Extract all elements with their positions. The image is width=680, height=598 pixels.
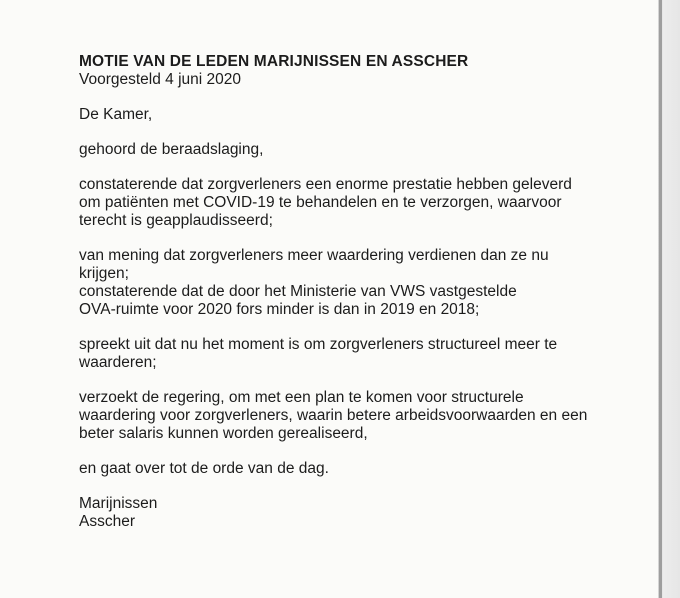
motion-date: Voorgesteld 4 juni 2020 <box>79 71 242 88</box>
signer-name: Asscher <box>79 513 135 530</box>
observation-clause <box>79 176 639 230</box>
observation-line: terecht is geapplaudisseerd; <box>79 212 273 229</box>
declaration-line: waarderen; <box>79 354 157 371</box>
opinion-line: constaterende dat de door het Ministerie van VWS vastgestelde <box>79 283 517 300</box>
opinion-line: van mening dat zorgverleners meer waardering verdienen dan ze nu <box>79 247 549 264</box>
heard-clause: gehoord de beraadslaging, <box>79 141 264 158</box>
page-edge-line <box>659 0 662 598</box>
request-line: waardering voor zorgverleners, waarin betere arbeidsvoorwaarden en een <box>79 407 588 424</box>
motion-title: MOTIE VAN DE LEDEN MARIJNISSEN EN ASSCHER <box>79 53 469 70</box>
salutation: De Kamer, <box>79 106 153 123</box>
declaration-clause <box>79 336 639 372</box>
request-line: beter salaris kunnen worden gerealiseerd, <box>79 425 368 442</box>
declaration-line: spreekt uit dat nu het moment is om zorgverleners structureel meer te <box>79 336 558 353</box>
signer-name: Marijnissen <box>79 495 158 512</box>
opinion-line: krijgen; <box>79 265 129 282</box>
closing-clause: en gaat over tot de orde van de dag. <box>79 460 329 477</box>
opinion-line: OVA-ruimte voor 2020 fors minder is dan in 2019 en 2018; <box>79 301 480 318</box>
observation-line: constaterende dat zorgverleners een enorme prestatie hebben geleverd <box>79 176 572 193</box>
request-line: verzoekt de regering, om met een plan te komen voor structurele <box>79 389 524 406</box>
request-clause <box>79 389 639 443</box>
opinion-clause <box>79 247 639 319</box>
motion-document <box>79 53 639 531</box>
signers <box>79 495 639 531</box>
observation-line: om patiënten met COVID-19 te behandelen en te verzorgen, waarvoor <box>79 194 562 211</box>
